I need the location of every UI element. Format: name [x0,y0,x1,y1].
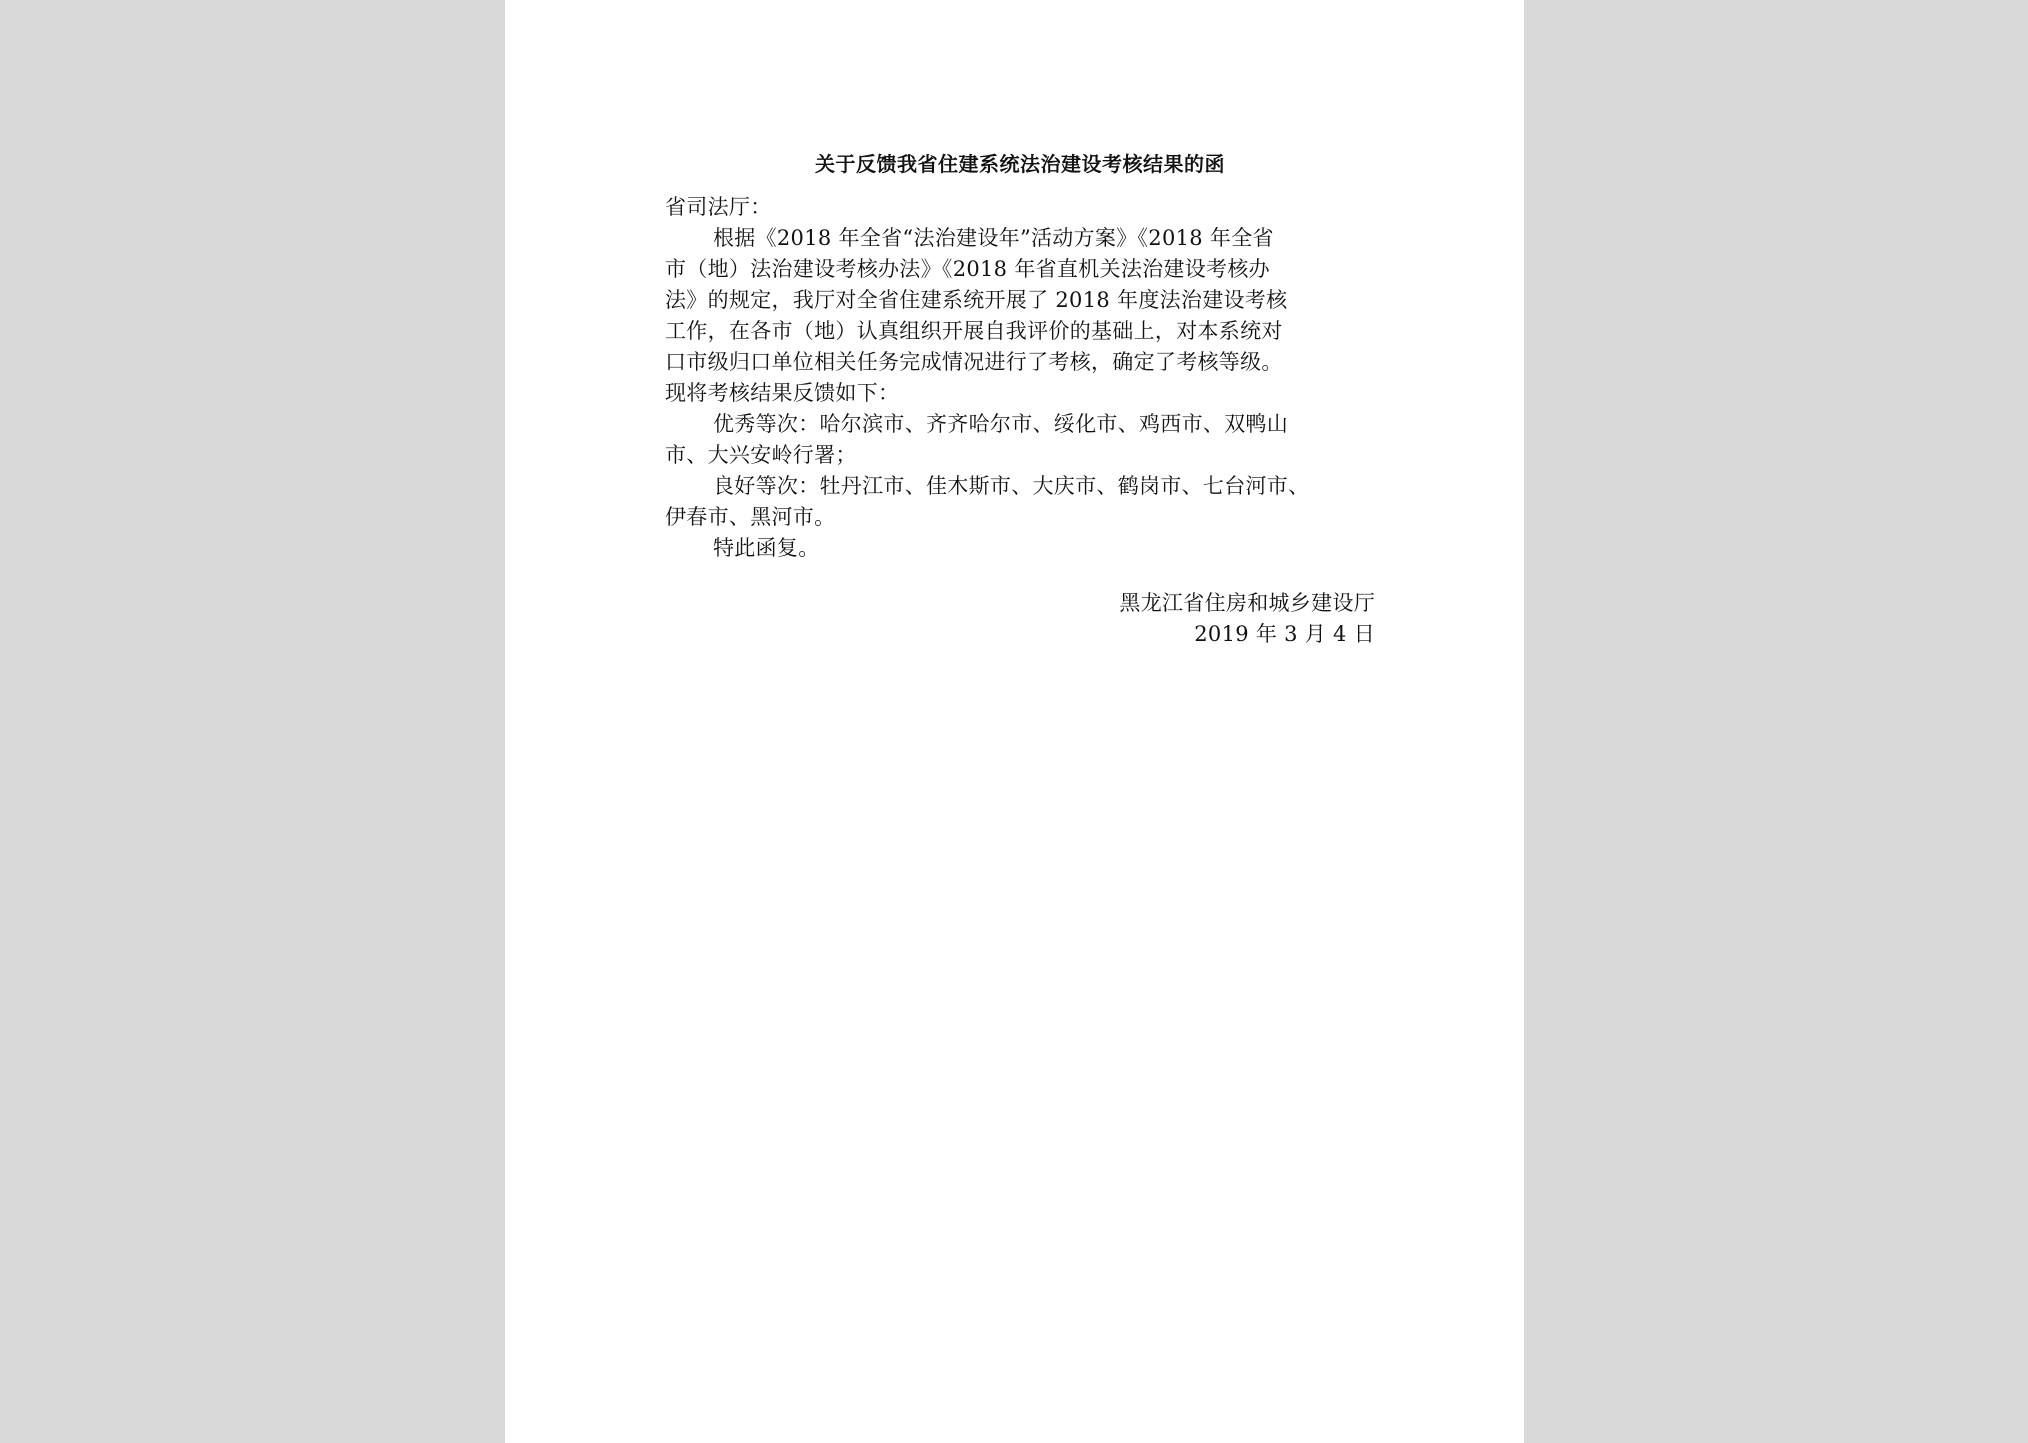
good-line: 良好等次：牡丹江市、佳木斯市、大庆市、鹤岗市、七台河市、 [713,474,1310,498]
excellent-line: 市、大兴安岭行署； [665,443,857,467]
document-title: 关于反馈我省住建系统法治建设考核结果的函 [815,152,1225,176]
body-line: 现将考核结果反馈如下： [665,381,900,405]
signature-block [665,588,1375,650]
body-line: 根据《2018 年全省“法治建设年”活动方案》《2018 年全省 [713,226,1274,250]
document-content [665,150,1375,650]
salutation: 省司法厅： [665,195,772,219]
signature-organization: 黑龙江省住房和城乡建设厅 [1119,591,1375,615]
body-line: 市（地）法治建设考核办法》《2018 年省直机关法治建设考核办 [665,257,1270,281]
good-line: 伊春市、黑河市。 [665,505,836,529]
body-line: 工作，在各市（地）认真组织开展自我评价的基础上，对本系统对 [665,319,1283,343]
signature-date: 2019 年 3 月 4 日 [1194,622,1375,646]
excellent-line: 优秀等次：哈尔滨市、齐齐哈尔市、绥化市、鸡西市、双鸭山 [713,412,1289,436]
body-line: 法》的规定，我厅对全省住建系统开展了 2018 年度法治建设考核 [665,288,1288,312]
body-line: 口市级归口单位相关任务完成情况进行了考核，确定了考核等级。 [665,350,1283,374]
closing-line: 特此函复。 [713,536,820,560]
document-page [505,0,1524,1443]
